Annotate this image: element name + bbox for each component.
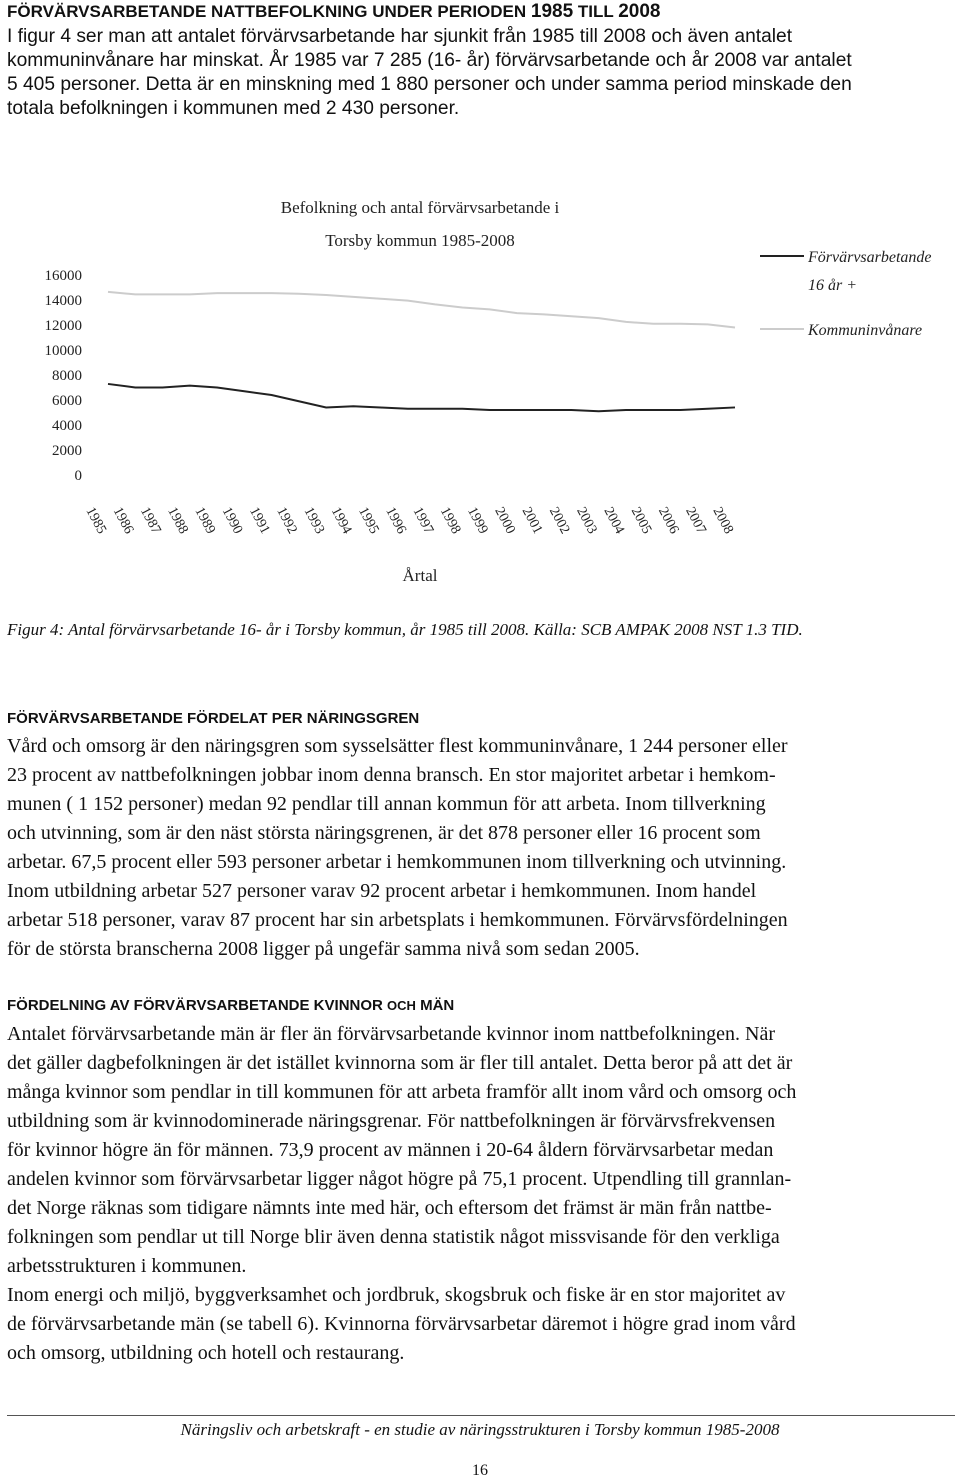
y-axis-ticks — [45, 268, 83, 484]
paragraph-line: folkningen som pendlar ut till Norge blir även denna statistik något missvisande för den verkliga — [7, 1226, 780, 1248]
x-tick-label: 2007 — [682, 504, 709, 537]
footer-text: Näringsliv och arbetskraft - en studie av näringsstrukturen i Torsby kommun 1985-2008 — [180, 1420, 780, 1439]
paragraph-kvinnor-man — [7, 1020, 957, 1368]
x-tick-label: 2002 — [545, 504, 573, 537]
y-tick-label: 10000 — [44, 343, 82, 359]
y-tick-label: 14000 — [44, 293, 82, 309]
paragraph-line: andelen kvinnor som förvärvsarbetar ligger något högre på 75,1 procent. Utpendling till grannlan- — [7, 1168, 792, 1190]
paragraph-line: för kvinnor högre än för männen. 73,9 procent av männen i 20-64 åldern förvärvsarbetar medan — [7, 1139, 774, 1161]
paragraph-line: I figur 4 ser man att antalet förvärvsarbetande har sjunkit från 1985 till 2008 och även antalet — [7, 26, 793, 47]
x-tick-label: 1994 — [327, 504, 355, 537]
paragraph-line: Vård och omsorg är den näringsgren som sysselsätter flest kommuninvånare, 1 244 personer eller — [7, 735, 788, 757]
x-tick-label: 1987 — [136, 504, 164, 537]
section-heading-kvinnor-man — [7, 995, 454, 1017]
footer-divider — [7, 1415, 955, 1416]
heading-man: MÄN — [420, 997, 455, 1014]
x-tick-label: 2008 — [709, 504, 736, 537]
x-tick-label: 1992 — [273, 504, 300, 537]
y-tick-label: 2000 — [52, 443, 82, 459]
section-heading-nattbefolkning — [7, 1, 661, 23]
x-tick-label: 2006 — [654, 504, 682, 537]
figure-caption: Figur 4: Antal förvärvsarbetande 16- år i Torsby kommun, år 1985 till 2008. Källa: SCB AMPAK 2008 NST 1.3 TID. — [7, 620, 803, 639]
y-tick-label: 8000 — [52, 368, 82, 384]
page-number: 16 — [472, 1462, 488, 1479]
y-tick-label: 6000 — [52, 393, 82, 409]
paragraph-line: de förvärvsarbetande män (se tabell 6). Kvinnorna förvärvsarbetar däremot i högre grad inom vård — [7, 1313, 796, 1335]
x-tick-label: 1996 — [382, 504, 409, 537]
x-tick-label: 1993 — [300, 504, 327, 537]
paragraph-line: Inom energi och miljö, byggverksamhet och jordbruk, skogsbruk och fiske är en stor majoritet av — [7, 1284, 786, 1306]
x-tick-label: 2003 — [573, 504, 600, 537]
paragraph-line: arbetar 518 personer, varav 87 procent har sin arbetsplats i hemkommunen. Förvärvsfördelningen — [7, 909, 788, 931]
legend-label-kommuninvanare: Kommuninvånare — [808, 322, 923, 339]
heading-year-to: 2008 — [618, 1, 661, 22]
paragraph-line: 5 405 personer. Detta är en minskning med 1 880 personer och under samma period minskade den — [7, 74, 852, 95]
series-line-kommuninvanare — [108, 292, 735, 328]
paragraph-line: arbetsstrukturen i kommunen. — [7, 1255, 247, 1277]
x-tick-label: 1986 — [109, 504, 137, 537]
paragraph-line: många kvinnor som pendlar in till kommunen för att arbeta framför allt inom vård och omsorg och — [7, 1081, 797, 1103]
paragraph-line: arbetar. 67,5 procent eller 593 personer arbetar i hemkommunen inom tillverkning och utvinning. — [7, 851, 787, 873]
x-tick-label: 1998 — [436, 504, 464, 537]
heading-text: FÖRVÄRVSARBETANDE NATTBEFOLKNING UNDER PERIODEN — [7, 2, 527, 21]
series-lines — [108, 292, 735, 411]
paragraph-line: det Norge räknas som tidigare nämnts inte med här, och eftersom det främst är män från nattbe- — [7, 1197, 772, 1219]
heading-och: OCH — [387, 998, 416, 1013]
series-line-forvarvsarbetande — [108, 384, 735, 411]
heading-till: TILL — [577, 2, 614, 21]
legend — [760, 249, 932, 339]
x-tick-label: 1991 — [246, 504, 273, 537]
x-tick-label: 2004 — [600, 504, 627, 537]
x-tick-label: 1999 — [464, 504, 491, 537]
x-tick-label: 1985 — [82, 504, 109, 537]
x-axis-label: Årtal — [402, 566, 438, 585]
paragraph-line: och omsorg, utbildning och hotell och restaurang. — [7, 1342, 405, 1364]
paragraph-line: Antalet förvärvsarbetande män är fler än förvärvsarbetande kvinnor inom nattbefolkningen. När — [7, 1023, 776, 1045]
section-heading-naringsgren: FÖRVÄRVSARBETANDE FÖRDELAT PER NÄRINGSGREN — [7, 710, 420, 727]
x-tick-label: 1990 — [218, 504, 246, 537]
paragraph-line: Inom utbildning arbetar 527 personer varav 92 procent arbetar i hemkommunen. Inom handel — [7, 880, 757, 902]
paragraph-line: utbildning som är kvinnodominerade näringsgrenar. För nattbefolkningen är förvärvsfrekvensen — [7, 1110, 776, 1132]
x-tick-label: 1988 — [164, 504, 191, 537]
legend-label-forvarvsarbetande-line2: 16 år + — [808, 277, 858, 294]
legend-label-forvarvsarbetande-line1: Förvärvsarbetande — [808, 249, 932, 266]
chart-title-line2: Torsby kommun 1985-2008 — [325, 231, 515, 250]
x-tick-label: 1995 — [355, 504, 382, 537]
x-tick-label: 2000 — [491, 504, 518, 537]
paragraph-line: kommuninvånare har minskat. År 1985 var 7 285 (16- år) förvärvsarbetande och år 2008 var antalet — [7, 50, 852, 71]
line-chart — [0, 180, 960, 600]
paragraph-nattbefolkning — [7, 25, 957, 121]
chart-svg — [0, 180, 960, 600]
y-tick-label: 12000 — [44, 318, 82, 334]
x-axis-ticks — [82, 505, 735, 537]
paragraph-line: det gäller dagbefolkningen är det istället kvinnorna som är fler till antalet. Detta beror på att det är — [7, 1052, 793, 1074]
x-tick-label: 2001 — [518, 504, 546, 537]
paragraph-line: 23 procent av nattbefolkningen jobbar inom denna bransch. En stor majoritet arbetar i hemkom- — [7, 764, 776, 786]
heading-text: FÖRDELNING AV FÖRVÄRVSARBETANDE KVINNOR — [7, 997, 383, 1014]
heading-year-from: 1985 — [530, 1, 574, 22]
paragraph-naringsgren — [7, 732, 957, 964]
x-tick-label: 2005 — [627, 504, 655, 537]
x-tick-label: 1989 — [191, 504, 218, 537]
paragraph-line: totala befolkningen i kommunen med 2 430 personer. — [7, 98, 460, 119]
paragraph-line: och utvinning, som är den näst största näringsgrenen, är det 878 personer eller 16 procent som — [7, 822, 761, 844]
y-tick-label: 4000 — [52, 418, 82, 434]
y-tick-label: 0 — [74, 468, 82, 484]
paragraph-line: munen ( 1 152 personer) medan 92 pendlar till annan kommun för att arbeta. Inom tillverkning — [7, 793, 766, 815]
x-tick-label: 1997 — [409, 504, 436, 537]
chart-title-line1: Befolkning och antal förvärvsarbetande i — [280, 198, 560, 217]
y-tick-label: 16000 — [44, 268, 82, 284]
paragraph-line: för de största branscherna 2008 ligger på ungefär samma nivå som sedan 2005. — [7, 938, 640, 960]
